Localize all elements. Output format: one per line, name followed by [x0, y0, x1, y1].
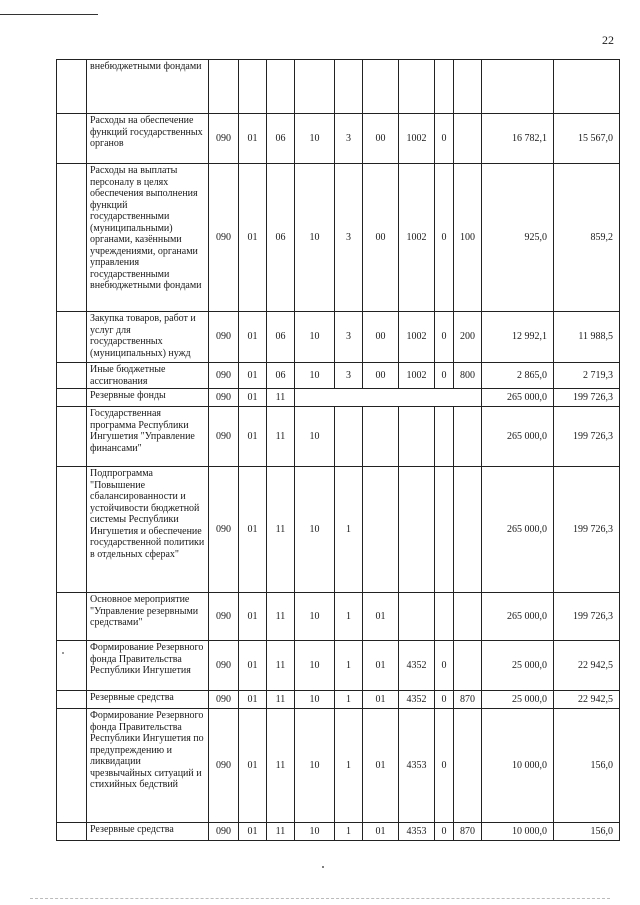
budget-table — [56, 59, 620, 841]
cell-type — [454, 593, 482, 641]
page-number: 22 — [602, 33, 614, 47]
row-name: Основное мероприятие "Управление резервными средствами" — [87, 593, 209, 641]
cell-gov: 090 — [209, 114, 239, 164]
cell-event: 01 — [363, 691, 399, 709]
cell-subprog — [335, 407, 363, 467]
cell-subprog: 3 — [335, 363, 363, 389]
table-row — [57, 823, 620, 841]
table-row — [57, 114, 620, 164]
cell-prog: 10 — [295, 823, 335, 841]
cell-subprog: 3 — [335, 164, 363, 312]
table-row — [57, 389, 620, 407]
cell-actual: 199 726,3 — [554, 467, 620, 593]
cell-prog — [295, 60, 335, 114]
cell-code: 1002 — [399, 114, 435, 164]
cell-code — [399, 467, 435, 593]
row-name: Резервные средства — [87, 691, 209, 709]
cell-plan: 265 000,0 — [482, 593, 554, 641]
cell-plan: 25 000,0 — [482, 691, 554, 709]
cell-gov: 090 — [209, 389, 239, 407]
cell-event: 01 — [363, 641, 399, 691]
margin-cell — [57, 593, 87, 641]
cell-prog: 10 — [295, 312, 335, 363]
scan-edge-line — [30, 898, 610, 899]
scan-speck — [62, 652, 64, 654]
cell-flag: 0 — [435, 641, 454, 691]
cell-sect: 01 — [239, 593, 267, 641]
cell-type: 200 — [454, 312, 482, 363]
cell-flag — [435, 60, 454, 114]
cell-flag: 0 — [435, 691, 454, 709]
cell-subsect: 11 — [267, 467, 295, 593]
margin-cell — [57, 312, 87, 363]
cell-plan: 16 782,1 — [482, 114, 554, 164]
row-name: Расходы на выплаты персоналу в целях обеспечения выполнения функций государственными (муниципальными) органами, казёнными учреждениями, органами управления государственными внебюджетными фондами — [87, 164, 209, 312]
cell-event: 00 — [363, 312, 399, 363]
cell-code: 4353 — [399, 709, 435, 823]
cell-gov: 090 — [209, 641, 239, 691]
margin-cell — [57, 709, 87, 823]
row-name: Государственная программа Республики Ингушетия "Управление финансами" — [87, 407, 209, 467]
row-name: Подпрограмма "Повышение сбалансированности и устойчивости бюджетной системы Республики Ингушетия и обеспечение государственной политики в отдельных сферах" — [87, 467, 209, 593]
cell-flag: 0 — [435, 164, 454, 312]
cell-event: 00 — [363, 114, 399, 164]
cell-event: 00 — [363, 363, 399, 389]
cell-plan: 12 992,1 — [482, 312, 554, 363]
cell-type: 870 — [454, 691, 482, 709]
table-row — [57, 363, 620, 389]
cell-subsect: 06 — [267, 114, 295, 164]
cell-gov: 090 — [209, 164, 239, 312]
margin-cell — [57, 114, 87, 164]
cell-sect: 01 — [239, 467, 267, 593]
cell-gov: 090 — [209, 363, 239, 389]
table-row — [57, 641, 620, 691]
cell-subsect: 11 — [267, 407, 295, 467]
cell-actual: 22 942,5 — [554, 691, 620, 709]
cell-subprog: 3 — [335, 114, 363, 164]
cell-subsect: 11 — [267, 823, 295, 841]
table-row — [57, 164, 620, 312]
cell-subprog: 1 — [335, 467, 363, 593]
cell-code: 4352 — [399, 691, 435, 709]
cell-actual: 199 726,3 — [554, 407, 620, 467]
cell-subsect: 11 — [267, 709, 295, 823]
cell-prog: 10 — [295, 641, 335, 691]
row-name: Резервные фонды — [87, 389, 209, 407]
cell-sect: 01 — [239, 389, 267, 407]
margin-cell — [57, 164, 87, 312]
row-name: Расходы на обеспечение функций государственных органов — [87, 114, 209, 164]
margin-cell — [57, 641, 87, 691]
cell-subprog: 1 — [335, 823, 363, 841]
cell-event — [363, 467, 399, 593]
table-row — [57, 60, 620, 114]
cell-actual: 11 988,5 — [554, 312, 620, 363]
cell-event: 01 — [363, 823, 399, 841]
cell-actual: 22 942,5 — [554, 641, 620, 691]
cell-sect: 01 — [239, 709, 267, 823]
row-name: Формирование Резервного фонда Правительства Республики Ингушетия по предупреждению и ликвидации чрезвычайных ситуаций и стихийных бедствий — [87, 709, 209, 823]
cell-code: 1002 — [399, 312, 435, 363]
cell-sect: 01 — [239, 164, 267, 312]
cell-type — [454, 407, 482, 467]
cell-subsect: 11 — [267, 641, 295, 691]
cell-sect: 01 — [239, 691, 267, 709]
cell-event — [363, 60, 399, 114]
cell-type — [454, 60, 482, 114]
cell-plan: 265 000,0 — [482, 467, 554, 593]
margin-cell — [57, 407, 87, 467]
cell-flag: 0 — [435, 363, 454, 389]
cell-code: 1002 — [399, 164, 435, 312]
cell-gov: 090 — [209, 467, 239, 593]
margin-cell — [57, 363, 87, 389]
cell-actual: 156,0 — [554, 823, 620, 841]
cell-prog: 10 — [295, 363, 335, 389]
cell-type — [454, 641, 482, 691]
cell-plan: 265 000,0 — [482, 389, 554, 407]
cell-type — [454, 709, 482, 823]
cell-flag: 0 — [435, 709, 454, 823]
cell-subsect: 11 — [267, 389, 295, 407]
cell-flag — [435, 467, 454, 593]
cell-type — [454, 114, 482, 164]
cell-subprog: 1 — [335, 709, 363, 823]
row-name: Резервные средства — [87, 823, 209, 841]
cell-code: 4353 — [399, 823, 435, 841]
cell-code: 4352 — [399, 641, 435, 691]
cell-subsect: 11 — [267, 593, 295, 641]
cell-subsect: 06 — [267, 164, 295, 312]
cell-gov: 090 — [209, 312, 239, 363]
row-name: Формирование Резервного фонда Правительства Республики Ингушетия — [87, 641, 209, 691]
cell-plan: 25 000,0 — [482, 641, 554, 691]
row-name: Закупка товаров, работ и услуг для государственных (муниципальных) нужд — [87, 312, 209, 363]
cell-type: 800 — [454, 363, 482, 389]
cell-prog: 10 — [295, 407, 335, 467]
row-name: внебюджетными фондами — [87, 60, 209, 114]
cell-gov: 090 — [209, 709, 239, 823]
cell-gov: 090 — [209, 691, 239, 709]
cell-code — [399, 60, 435, 114]
cell-actual: 2 719,3 — [554, 363, 620, 389]
cell-type — [454, 467, 482, 593]
cell-plan: 925,0 — [482, 164, 554, 312]
margin-cell — [57, 60, 87, 114]
cell-prog: 10 — [295, 709, 335, 823]
cell-actual: 859,2 — [554, 164, 620, 312]
cell-flag: 0 — [435, 114, 454, 164]
cell-subprog: 1 — [335, 641, 363, 691]
cell-flag — [435, 593, 454, 641]
merged-empty-cell — [295, 389, 482, 407]
table-row — [57, 407, 620, 467]
cell-subsect: 06 — [267, 312, 295, 363]
cell-actual: 199 726,3 — [554, 389, 620, 407]
cell-actual: 15 567,0 — [554, 114, 620, 164]
table-row — [57, 709, 620, 823]
cell-gov: 090 — [209, 593, 239, 641]
cell-prog: 10 — [295, 593, 335, 641]
table-row — [57, 467, 620, 593]
cell-event — [363, 407, 399, 467]
margin-cell — [57, 467, 87, 593]
cell-plan: 10 000,0 — [482, 823, 554, 841]
cell-plan: 2 865,0 — [482, 363, 554, 389]
cell-actual: 156,0 — [554, 709, 620, 823]
table-row — [57, 312, 620, 363]
row-name: Иные бюджетные ассигнования — [87, 363, 209, 389]
table-row — [57, 691, 620, 709]
cell-event: 01 — [363, 709, 399, 823]
cell-subsect: 11 — [267, 691, 295, 709]
margin-cell — [57, 389, 87, 407]
cell-subprog — [335, 60, 363, 114]
cell-gov — [209, 60, 239, 114]
cell-sect: 01 — [239, 823, 267, 841]
cell-event: 01 — [363, 593, 399, 641]
cell-code — [399, 407, 435, 467]
margin-cell — [57, 823, 87, 841]
cell-prog: 10 — [295, 467, 335, 593]
cell-actual: 199 726,3 — [554, 593, 620, 641]
cell-subprog: 1 — [335, 691, 363, 709]
cell-subsect — [267, 60, 295, 114]
cell-subprog: 1 — [335, 593, 363, 641]
cell-plan: 10 000,0 — [482, 709, 554, 823]
cell-code: 1002 — [399, 363, 435, 389]
margin-cell — [57, 691, 87, 709]
cell-subprog: 3 — [335, 312, 363, 363]
cell-type: 100 — [454, 164, 482, 312]
cell-type: 870 — [454, 823, 482, 841]
cell-sect: 01 — [239, 641, 267, 691]
cell-flag: 0 — [435, 312, 454, 363]
cell-flag: 0 — [435, 823, 454, 841]
cell-actual — [554, 60, 620, 114]
scan-speck — [322, 866, 324, 868]
cell-sect: 01 — [239, 407, 267, 467]
header-rule — [0, 14, 98, 15]
cell-plan — [482, 60, 554, 114]
cell-gov: 090 — [209, 407, 239, 467]
cell-plan: 265 000,0 — [482, 407, 554, 467]
cell-subsect: 06 — [267, 363, 295, 389]
cell-sect: 01 — [239, 312, 267, 363]
cell-sect: 01 — [239, 363, 267, 389]
cell-event: 00 — [363, 164, 399, 312]
cell-prog: 10 — [295, 691, 335, 709]
cell-prog: 10 — [295, 164, 335, 312]
cell-gov: 090 — [209, 823, 239, 841]
cell-code — [399, 593, 435, 641]
cell-flag — [435, 407, 454, 467]
cell-sect: 01 — [239, 114, 267, 164]
table-row — [57, 593, 620, 641]
cell-sect — [239, 60, 267, 114]
cell-prog: 10 — [295, 114, 335, 164]
